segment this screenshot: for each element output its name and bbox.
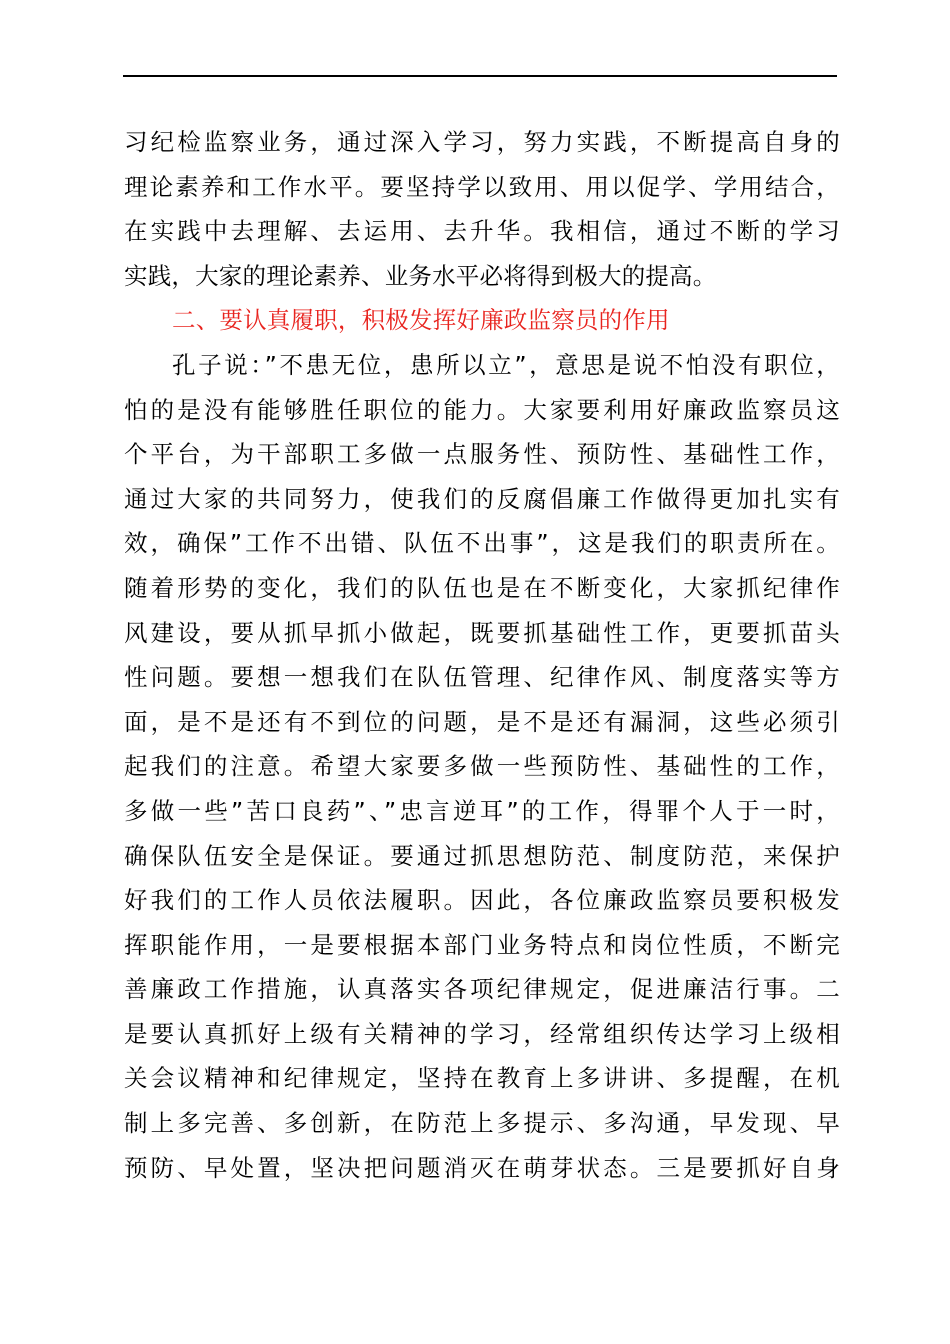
header-rule <box>123 75 837 77</box>
section-heading: 二、要认真履职，积极发挥好廉政监察员的作用 <box>172 306 670 335</box>
paragraph-line: 效，确保”工作不出错、队伍不出事”，这是我们的职责所在。 <box>124 529 840 558</box>
paragraph-line: 通过大家的共同努力，使我们的反腐倡廉工作做得更加扎实有 <box>124 484 840 513</box>
paragraph-line: 多做一些”苦口良药”、”忠言逆耳”的工作，得罪个人于一时， <box>124 796 840 825</box>
paragraph-line: 性问题。要想一想我们在队伍管理、纪律作风、制度落实等方 <box>124 663 840 692</box>
paragraph-line: 孔子说：”不患无位，患所以立”，意思是说不怕没有职位， <box>172 350 840 379</box>
paragraph-line: 怕的是没有能够胜任职位的能力。大家要利用好廉政监察员这 <box>124 395 840 424</box>
paragraph-line: 习纪检监察业务，通过深入学习，努力实践，不断提高自身的 <box>124 128 840 156</box>
paragraph-line: 个平台，为干部职工多做一点服务性、预防性、基础性工作， <box>124 440 840 469</box>
paragraph-line: 在实践中去理解、去运用、去升华。我相信，通过不断的学习 <box>124 217 840 246</box>
paragraph-line: 理论素养和工作水平。要坚持学以致用、用以促学、学用结合， <box>124 172 840 201</box>
paragraph-line: 是要认真抓好上级有关精神的学习，经常组织传达学习上级相 <box>124 1019 840 1048</box>
paragraph-line: 随着形势的变化，我们的队伍也是在不断变化，大家抓纪律作 <box>124 573 840 602</box>
paragraph-line: 挥职能作用，一是要根据本部门业务特点和岗位性质，不断完 <box>124 930 840 959</box>
paragraph-line: 确保队伍安全是保证。要通过抓思想防范、制度防范，来保护 <box>124 841 840 870</box>
paragraph-line: 实践，大家的理论素养、业务水平必将得到极大的提高。 <box>124 261 717 290</box>
paragraph-line: 面，是不是还有不到位的问题，是不是还有漏洞，这些必须引 <box>124 707 840 736</box>
paragraph-line: 制上多完善、多创新，在防范上多提示、多沟通，早发现、早 <box>124 1109 840 1138</box>
paragraph-line: 关会议精神和纪律规定，坚持在教育上多讲讲、多提醒，在机 <box>124 1064 840 1093</box>
document-body <box>124 120 840 1190</box>
paragraph-line: 起我们的注意。希望大家要多做一些预防性、基础性的工作， <box>124 752 840 781</box>
paragraph-line: 善廉政工作措施，认真落实各项纪律规定，促进廉洁行事。二 <box>124 975 840 1004</box>
paragraph-line: 风建设，要从抓早抓小做起，既要抓基础性工作，更要抓苗头 <box>124 618 840 647</box>
paragraph-line: 好我们的工作人员依法履职。因此，各位廉政监察员要积极发 <box>124 886 840 915</box>
paragraph-line: 预防、早处置，坚决把问题消灭在萌芽状态。三是要抓好自身 <box>124 1153 840 1182</box>
